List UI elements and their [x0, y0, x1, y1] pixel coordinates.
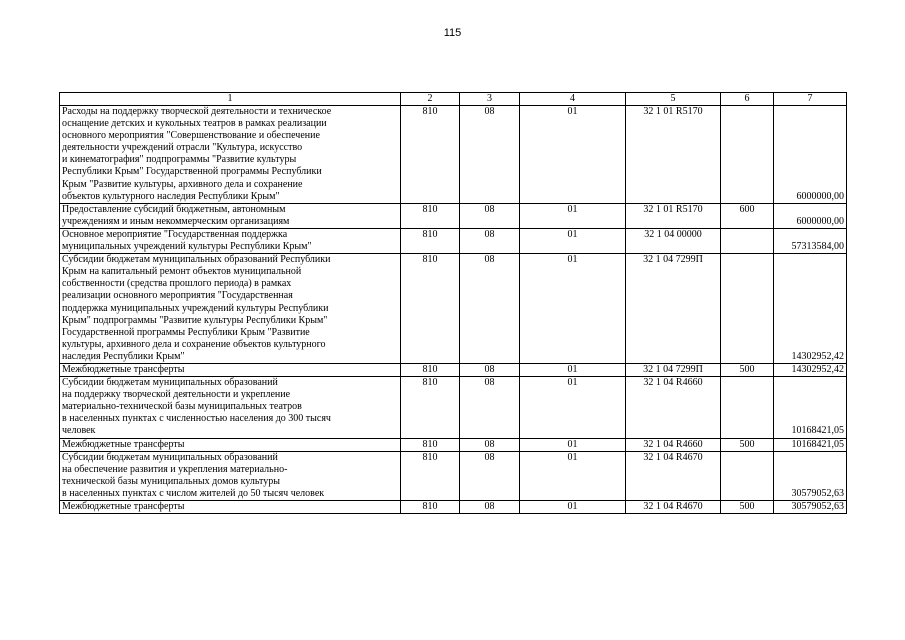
row-expense-type: 500 [721, 438, 774, 451]
column-header: 6 [721, 93, 774, 106]
row-section-code: 08 [460, 106, 520, 204]
row-target-article: 32 1 04 R4660 [626, 438, 721, 451]
row-expense-type: 500 [721, 501, 774, 514]
table-row [60, 451, 847, 500]
row-section-code: 08 [460, 377, 520, 438]
row-amount: 6000000,00 [774, 106, 847, 204]
column-header: 1 [60, 93, 401, 106]
budget-table [59, 92, 847, 514]
row-target-article: 32 1 04 00000 [626, 228, 721, 253]
row-grbs-code: 810 [401, 254, 460, 364]
row-grbs-code: 810 [401, 228, 460, 253]
row-grbs-code: 810 [401, 451, 460, 500]
row-section-code: 08 [460, 438, 520, 451]
row-grbs-code: 810 [401, 106, 460, 204]
row-grbs-code: 810 [401, 363, 460, 376]
row-grbs-code: 810 [401, 501, 460, 514]
row-expense-type: 500 [721, 363, 774, 376]
row-expense-type [721, 228, 774, 253]
row-amount: 10168421,05 [774, 377, 847, 438]
row-target-article: 32 1 04 R4660 [626, 377, 721, 438]
row-subsection-code: 01 [520, 254, 626, 364]
row-description: Основное мероприятие "Государственная поддержка муниципальных учреждений культуры Республики Крым" [60, 228, 401, 253]
table-row [60, 228, 847, 253]
row-description: Межбюджетные трансферты [60, 438, 401, 451]
page-number: 115 [443, 27, 462, 39]
row-grbs-code: 810 [401, 203, 460, 228]
row-description: Субсидии бюджетам муниципальных образований на обеспечение развития и укрепления материально- технической базы муниципальных домов культуры в населенных пунктах с числом жителей до 50 тысяч человек [60, 451, 401, 500]
row-expense-type [721, 377, 774, 438]
row-amount: 14302952,42 [774, 363, 847, 376]
row-amount: 6000000,00 [774, 203, 847, 228]
table-row [60, 254, 847, 364]
row-description: Субсидии бюджетам муниципальных образований Республики Крым на капитальный ремонт объектов муниципальной собственности (средства прошлого периода) в рамках реализации основного мероприятия "Государственная поддержка муниципальных учреждений культуры Республики Крым" подпрограммы "Развитие культуры Республики Крым" Государственной программы Республики Крым "Развитие культуры, архивного дела и сохранение объектов культурного наследия Республики Крым" [60, 254, 401, 364]
row-amount: 30579052,63 [774, 451, 847, 500]
table-row [60, 106, 847, 204]
row-target-article: 32 1 01 R5170 [626, 203, 721, 228]
row-section-code: 08 [460, 228, 520, 253]
table-row [60, 377, 847, 438]
table-row [60, 203, 847, 228]
row-description: Расходы на поддержку творческой деятельности и техническое оснащение детских и кукольных театров в рамках реализации основного мероприятия "Совершенствование и обеспечение деятельности учреждений отрасли "Культура, искусство и кинематография" подпрограммы "Развитие культуры Республики Крым" Государственной программы Республики Крым "Развитие культуры, архивного дела и сохранение объектов культурного наследия Республики Крым" [60, 106, 401, 204]
row-target-article: 32 1 01 R5170 [626, 106, 721, 204]
table-row [60, 501, 847, 514]
table-header-row [60, 93, 847, 106]
row-description: Межбюджетные трансферты [60, 501, 401, 514]
row-amount: 30579052,63 [774, 501, 847, 514]
row-expense-type [721, 106, 774, 204]
row-section-code: 08 [460, 203, 520, 228]
row-target-article: 32 1 04 7299П [626, 363, 721, 376]
row-description: Межбюджетные трансферты [60, 363, 401, 376]
row-target-article: 32 1 04 R4670 [626, 451, 721, 500]
row-subsection-code: 01 [520, 106, 626, 204]
row-grbs-code: 810 [401, 438, 460, 451]
row-target-article: 32 1 04 R4670 [626, 501, 721, 514]
row-section-code: 08 [460, 363, 520, 376]
row-subsection-code: 01 [520, 228, 626, 253]
column-header: 5 [626, 93, 721, 106]
row-expense-type [721, 451, 774, 500]
row-section-code: 08 [460, 501, 520, 514]
column-header: 4 [520, 93, 626, 106]
row-grbs-code: 810 [401, 377, 460, 438]
row-section-code: 08 [460, 451, 520, 500]
table-row [60, 363, 847, 376]
row-amount: 57313584,00 [774, 228, 847, 253]
row-subsection-code: 01 [520, 203, 626, 228]
table-row [60, 438, 847, 451]
row-subsection-code: 01 [520, 501, 626, 514]
row-subsection-code: 01 [520, 363, 626, 376]
column-header: 2 [401, 93, 460, 106]
row-amount: 14302952,42 [774, 254, 847, 364]
row-section-code: 08 [460, 254, 520, 364]
column-header: 7 [774, 93, 847, 106]
row-amount: 10168421,05 [774, 438, 847, 451]
row-subsection-code: 01 [520, 451, 626, 500]
row-expense-type: 600 [721, 203, 774, 228]
row-subsection-code: 01 [520, 377, 626, 438]
row-description: Предоставление субсидий бюджетным, автономным учреждениям и иным некоммерческим организациям [60, 203, 401, 228]
row-description: Субсидии бюджетам муниципальных образований на поддержку творческой деятельности и укрепление материально-технической базы муниципальных театров в населенных пунктах с численностью населения до 300 тысяч человек [60, 377, 401, 438]
row-expense-type [721, 254, 774, 364]
row-target-article: 32 1 04 7299П [626, 254, 721, 364]
row-subsection-code: 01 [520, 438, 626, 451]
column-header: 3 [460, 93, 520, 106]
